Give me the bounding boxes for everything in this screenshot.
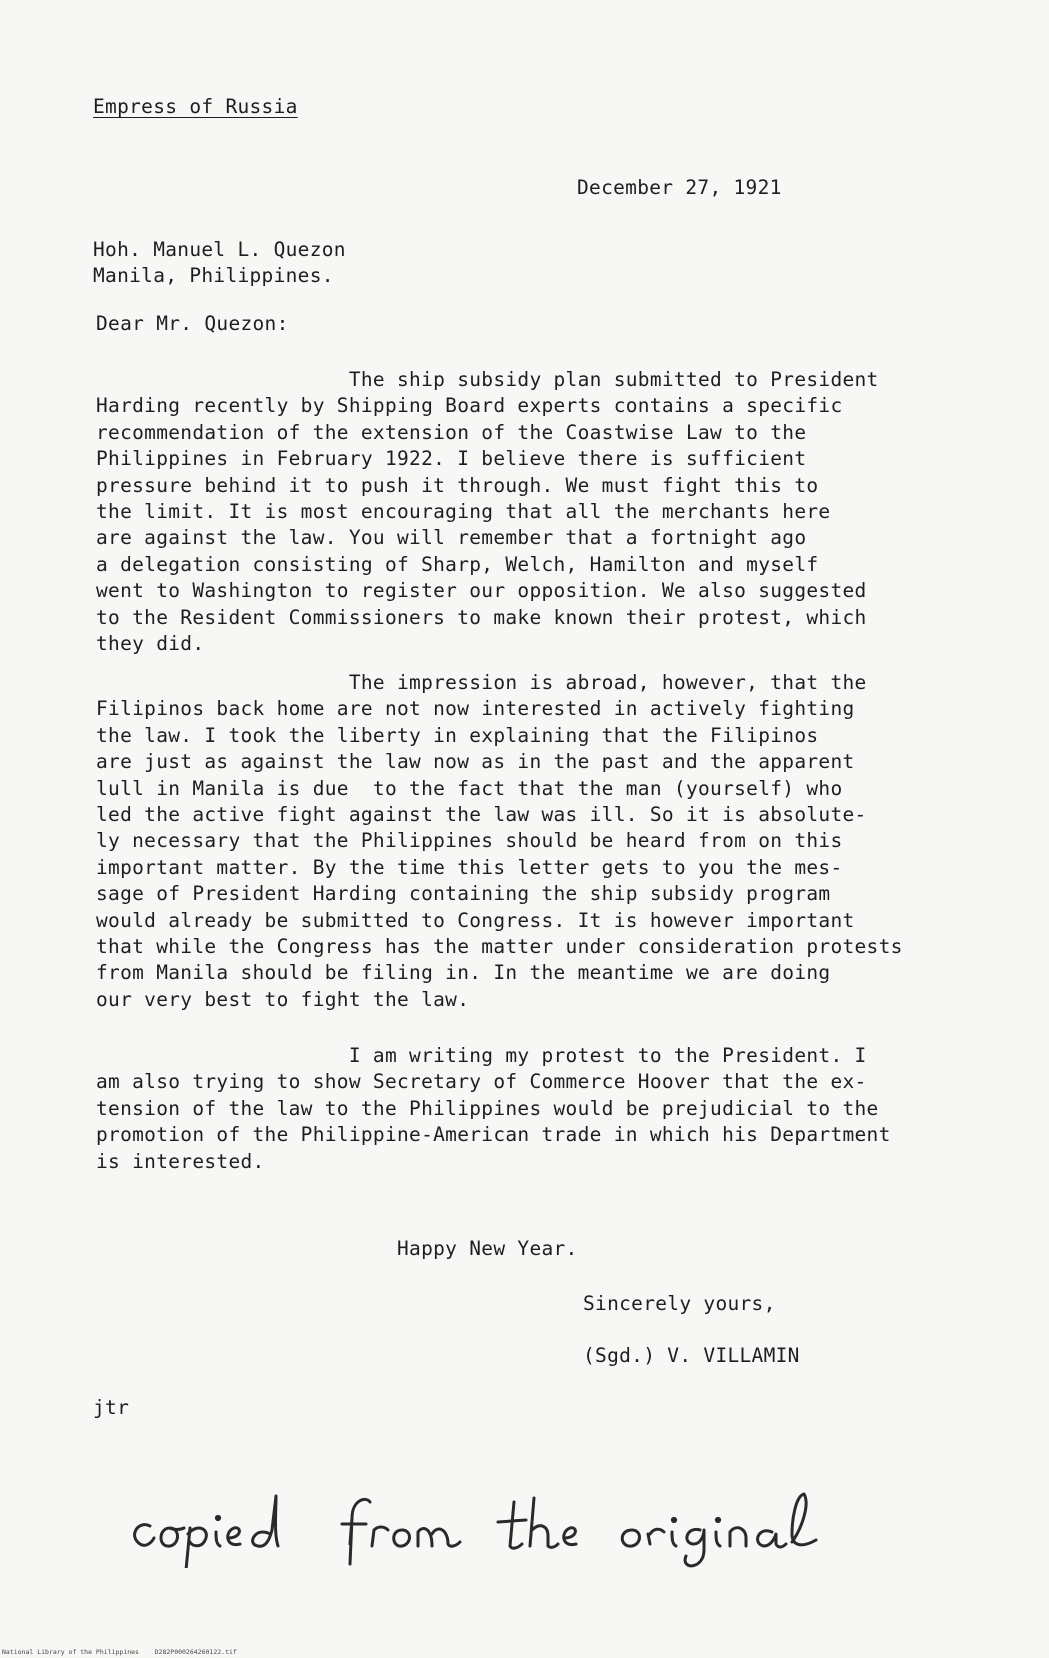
paragraph-line: recommendation of the extension of the Coastwise Law to the bbox=[96, 420, 807, 444]
paragraph-2 bbox=[96, 670, 996, 1013]
paragraph-line: would already be submitted to Congress. It is however important bbox=[96, 908, 855, 932]
paragraph-line: are against the law. You will remember that a fortnight ago bbox=[96, 526, 807, 550]
paragraph-line: ly necessary that the Philippines should be heard from on this bbox=[96, 829, 843, 853]
paragraph-line: tension of the law to the Philippines would be prejudicial to the bbox=[96, 1096, 879, 1120]
typist-initials: jtr bbox=[93, 1396, 130, 1419]
paragraph-line: led the active fight against the law was ill. So it is absolute- bbox=[96, 803, 867, 827]
signature: (Sgd.) V. VILLAMIN bbox=[583, 1344, 800, 1367]
paragraph-line: to the Resident Commissioners to make known their protest, which bbox=[96, 605, 867, 629]
paragraph-line: the law. I took the liberty in explaining that the Filipinos bbox=[96, 723, 819, 747]
paragraph-line: a delegation consisting of Sharp, Welch, Hamilton and myself bbox=[96, 552, 819, 576]
paragraph-1 bbox=[96, 367, 996, 657]
paragraph-line: important matter. By the time this letter gets to you the mes- bbox=[96, 855, 843, 879]
paragraph-line: went to Washington to register our opposition. We also suggested bbox=[96, 579, 867, 603]
paragraph-line: Filipinos back home are not now interested in actively fighting bbox=[96, 697, 855, 721]
paragraph-line: our very best to fight the law. bbox=[96, 987, 470, 1011]
paragraph-line: The ship subsidy plan submitted to President bbox=[96, 368, 879, 391]
paragraph-line: The impression is abroad, however, that the bbox=[96, 671, 867, 694]
paragraph-line: Harding recently by Shipping Board experts contains a specific bbox=[96, 394, 843, 418]
closing: Sincerely yours, bbox=[583, 1292, 776, 1315]
greeting: Happy New Year. bbox=[397, 1237, 578, 1260]
paragraph-line: that while the Congress has the matter under consideration protests bbox=[96, 935, 903, 959]
paragraph-line: lull in Manila is due to the fact that the man (yourself) who bbox=[96, 776, 843, 800]
paragraph-line: are just as against the law now as in the past and the apparent bbox=[96, 750, 855, 774]
paragraph-3 bbox=[96, 1043, 996, 1175]
paragraph-line: promotion of the Philippine-American trade in which his Department bbox=[96, 1123, 891, 1147]
file-id: D282P000264260122.tif bbox=[154, 1648, 237, 1656]
archive-label: National Library of the Philippines bbox=[2, 1648, 139, 1656]
paragraph-line: pressure behind it to push it through. We must fight this to bbox=[96, 473, 819, 497]
archive-footer bbox=[2, 1648, 237, 1656]
letter-date: December 27, 1921 bbox=[577, 176, 782, 199]
vessel-heading: Empress of Russia bbox=[93, 95, 298, 118]
handwritten-note bbox=[120, 1478, 840, 1568]
paragraph-line: they did. bbox=[96, 632, 205, 656]
paragraph-line: am also trying to show Secretary of Commerce Hoover that the ex- bbox=[96, 1070, 867, 1094]
paragraph-line: I am writing my protest to the President. I bbox=[96, 1044, 867, 1067]
paragraph-line: sage of President Harding containing the ship subsidy program bbox=[96, 882, 831, 906]
recipient-name: Hoh. Manuel L. Quezon bbox=[93, 238, 346, 261]
paragraph-line: from Manila should be filing in. In the meantime we are doing bbox=[96, 961, 831, 985]
paragraph-line: Philippines in February 1922. I believe there is sufficient bbox=[96, 447, 807, 471]
salutation: Dear Mr. Quezon: bbox=[96, 312, 289, 335]
paragraph-line: the limit. It is most encouraging that all the merchants here bbox=[96, 500, 831, 524]
paragraph-line: is interested. bbox=[96, 1149, 265, 1173]
recipient-address: Manila, Philippines. bbox=[93, 264, 334, 287]
